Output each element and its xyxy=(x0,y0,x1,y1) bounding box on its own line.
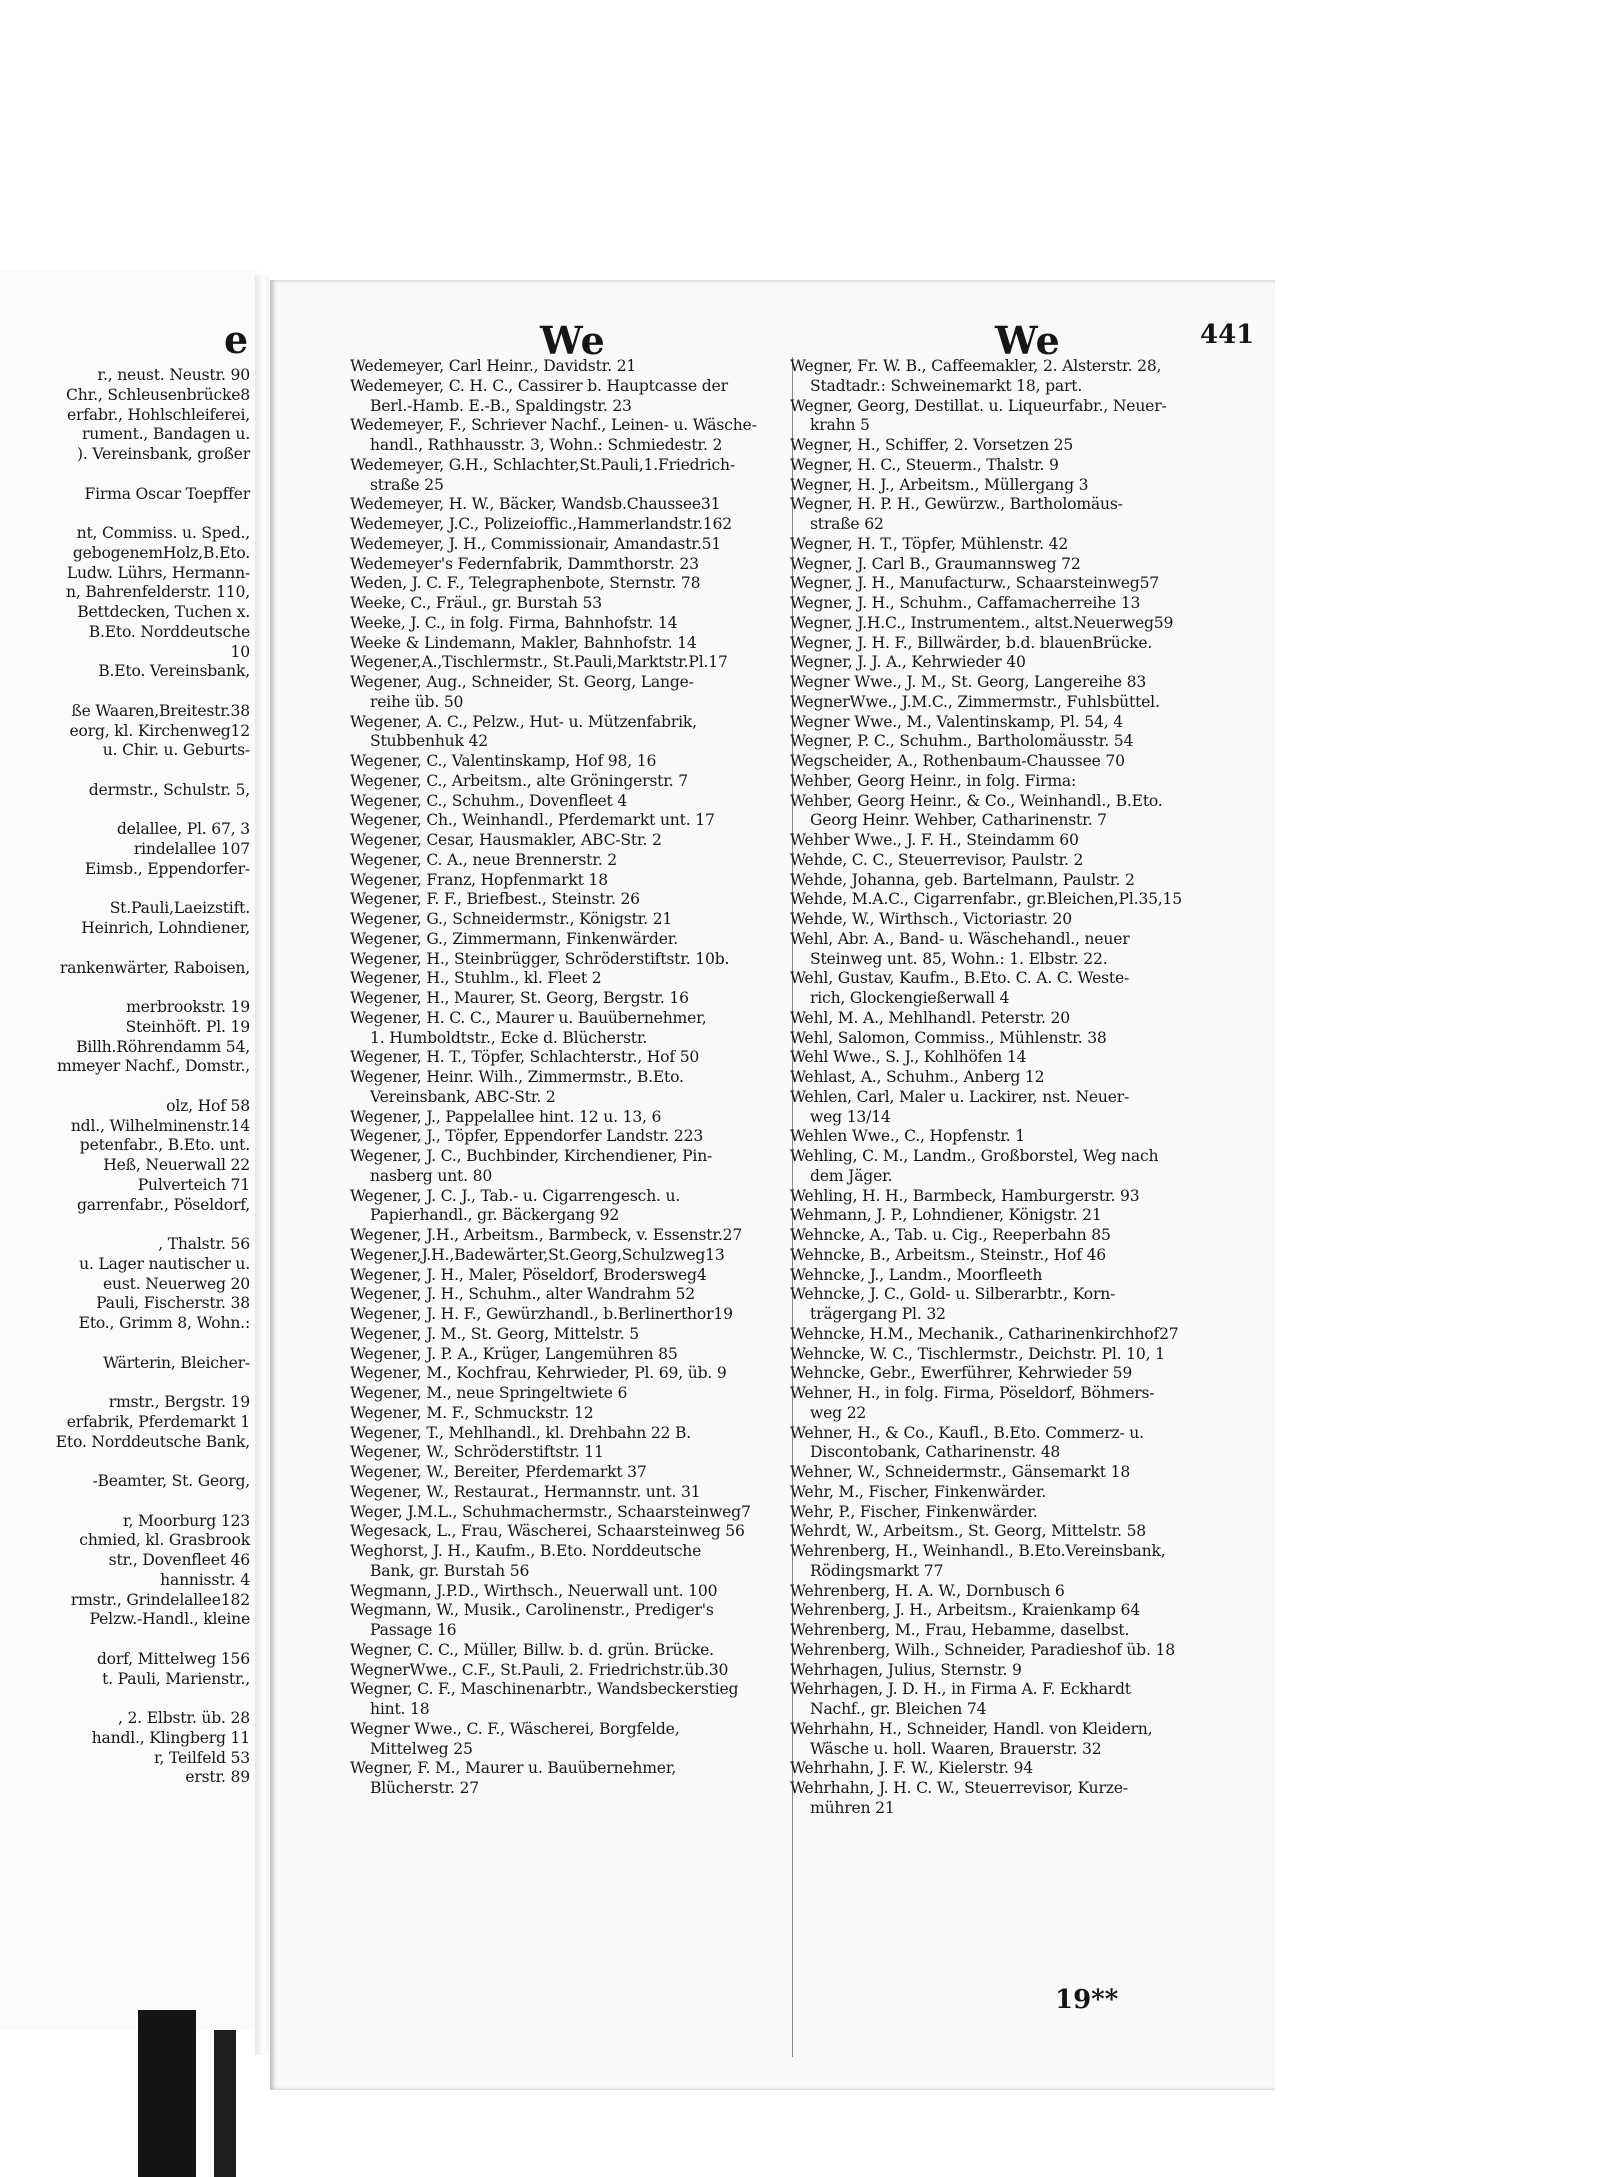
directory-entry: Wedemeyer, F., Schriever Nachf., Leinen- u. Wäsche- xyxy=(350,416,757,435)
directory-entry: Wehl Wwe., S. J., Kohlhöfen 14 xyxy=(790,1048,1027,1067)
directory-entry: Wedemeyer's Federnfabrik, Dammthorstr. 23 xyxy=(350,554,699,573)
directory-entry: Weeke, C., Fräul., gr. Burstah 53 xyxy=(350,594,602,612)
entry-continuation: Stadtadr.: Schweinemarkt 18, part. xyxy=(810,376,1083,395)
directory-entry: Wegner, J. H., Schuhm., Caffamacherreihe 13 xyxy=(790,594,1141,612)
directory-entry: Wehlen, Carl, Maler u. Lackirer, nst. Neuer- xyxy=(790,1087,1130,1106)
directory-entry: Wegner Wwe., C. F., Wäscherei, Borgfelde, xyxy=(350,1719,680,1738)
directory-entry: Wegener, H. T., Töpfer, Schlachterstr., Hof 50 xyxy=(350,1048,700,1067)
entry-continuation: Wäsche u. holl. Waaren, Brauerstr. 32 xyxy=(810,1739,1102,1758)
directory-entry: Wegener, J. H. F., Gewürzhandl., b.Berlinerthor19 xyxy=(350,1305,733,1323)
left-fragment-line: dermstr., Schulstr. 5, xyxy=(88,780,250,799)
left-fragment-line: eust. Neuerweg 20 xyxy=(102,1274,250,1293)
directory-entry: Wegener, C., Valentinskamp, Hof 98, 16 xyxy=(350,752,657,770)
left-fragment-line: r, Moorburg 123 xyxy=(122,1511,250,1530)
directory-entry: Wehling, H. H., Barmbeck, Hamburgerstr. 93 xyxy=(790,1186,1140,1205)
left-fragment-line: ße Waaren,Breitestr.38 xyxy=(71,701,250,720)
left-fragment-line: ndl., Wilhelminenstr.14 xyxy=(70,1116,250,1135)
left-fragment-line: Firma Oscar Toepffer xyxy=(84,484,250,503)
directory-entry: Wehner, H., in folg. Firma, Pöseldorf, Böhmers- xyxy=(790,1384,1155,1402)
left-fragment-line: Bettdecken, Tuchen x. xyxy=(77,603,250,621)
directory-entry: Wehr, M., Fischer, Finkenwärder. xyxy=(790,1482,1047,1501)
left-fragment-line: rument., Bandagen u. xyxy=(82,425,250,444)
directory-entry: Wehl, Salomon, Commiss., Mühlenstr. 38 xyxy=(790,1028,1107,1047)
left-fragment-line: u. Lager nautischer u. xyxy=(79,1254,250,1273)
directory-entry: Weghorst, J. H., Kaufm., B.Eto. Norddeutsche xyxy=(350,1542,702,1560)
entry-continuation: Mittelweg 25 xyxy=(370,1739,473,1758)
left-fragment-line xyxy=(0,1373,254,1393)
binding-edge xyxy=(138,2010,196,2177)
left-fragment-line: Pauli, Fischerstr. 38 xyxy=(96,1294,250,1313)
directory-entry: Wehrenberg, H. A. W., Dornbusch 6 xyxy=(790,1581,1065,1600)
directory-entry: Wehl, M. A., Mehlhandl. Peterstr. 20 xyxy=(790,1008,1070,1027)
directory-entry: Wegener, J. C. J., Tab.- u. Cigarrengesch. u. xyxy=(350,1186,681,1205)
left-fragment-line: r., neust. Neustr. 90 xyxy=(97,366,250,384)
left-fragment-line: Eto., Grimm 8, Wohn.: xyxy=(78,1314,250,1332)
entry-continuation: Nachf., gr. Bleichen 74 xyxy=(810,1700,987,1718)
directory-entry: Wehlen Wwe., C., Hopfenstr. 1 xyxy=(790,1127,1026,1146)
directory-entry: Wedemeyer, C. H. C., Cassirer b. Hauptcasse der xyxy=(350,376,728,395)
binding-edge-secondary xyxy=(214,2030,236,2177)
directory-entry: Weeke & Lindemann, Makler, Bahnhofstr. 14 xyxy=(350,633,697,652)
directory-entry: Wehling, C. M., Landm., Großborstel, Weg nach xyxy=(790,1147,1159,1165)
directory-entry: Wegener, T., Mehlhandl., kl. Drehbahn 22 B. xyxy=(350,1423,692,1442)
entry-continuation: Passage 16 xyxy=(370,1621,457,1639)
left-fragment-line: handl., Klingberg 11 xyxy=(91,1728,250,1747)
left-fragment-line: petenfabr., B.Eto. unt. xyxy=(79,1136,250,1155)
directory-entry: Wehr, P., Fischer, Finkenwärder. xyxy=(790,1502,1038,1521)
left-fragment-line xyxy=(0,1492,254,1512)
directory-entry: Wegner, Fr. W. B., Caffeemakler, 2. Alsterstr. 28, xyxy=(790,357,1162,375)
entry-continuation: straße 62 xyxy=(810,515,884,533)
directory-entry: Wegner, J.H.C., Instrumentem., altst.Neuerweg59 xyxy=(790,613,1174,632)
left-fragment-line xyxy=(0,880,254,900)
directory-entry: Wegner, H. P. H., Gewürzw., Bartholomäus- xyxy=(790,495,1123,514)
directory-entry: Wehner, H., & Co., Kaufl., B.Eto. Commerz- u. xyxy=(790,1423,1144,1442)
entry-continuation: Steinweg unt. 85, Wohn.: 1. Elbstr. 22. xyxy=(810,949,1108,968)
directory-entry: Wegener, M., Kochfrau, Kehrwieder, Pl. 69, üb. 9 xyxy=(350,1364,727,1383)
left-fragment-line: str., Dovenfleet 46 xyxy=(108,1551,250,1569)
directory-entry: Wehncke, W. C., Tischlermstr., Deichstr. Pl. 10, 1 xyxy=(790,1344,1165,1363)
directory-entry: Wegener, Heinr. Wilh., Zimmermstr., B.Eto. xyxy=(350,1068,684,1086)
entry-continuation: Bank, gr. Burstah 56 xyxy=(370,1561,530,1580)
directory-entry: Wegener, A. C., Pelzw., Hut- u. Mützenfabrik, xyxy=(350,712,697,731)
left-fragment-line: Pulverteich 71 xyxy=(137,1175,250,1194)
directory-entry: Wegesack, L., Frau, Wäscherei, Schaarsteinweg 56 xyxy=(350,1522,745,1541)
directory-entry: Wehncke, B., Arbeitsm., Steinstr., Hof 46 xyxy=(790,1245,1107,1264)
directory-entry: WegnerWwe., J.M.C., Zimmermstr., Fuhlsbüttel. xyxy=(790,692,1160,711)
directory-entry: Wegner, J. J. A., Kehrwieder 40 xyxy=(790,653,1026,672)
entry-continuation: dem Jäger. xyxy=(810,1166,893,1185)
entry-continuation: Vereinsbank, ABC-Str. 2 xyxy=(370,1087,556,1106)
directory-entry: Wehrenberg, H., Weinhandl., B.Eto.Vereinsbank, xyxy=(790,1542,1166,1560)
directory-entry: Wehncke, J., Landm., Moorfleeth xyxy=(790,1265,1043,1284)
directory-entry: Wedemeyer, H. W., Bäcker, Wandsb.Chaussee31 xyxy=(350,495,721,514)
directory-entry: Wedemeyer, Carl Heinr., Davidstr. 21 xyxy=(350,357,637,375)
directory-entry: Wehber, Georg Heinr., & Co., Weinhandl., B.Eto. xyxy=(790,791,1163,810)
left-fragment-line: -Beamter, St. Georg, xyxy=(92,1472,250,1490)
left-fragment-line xyxy=(0,1334,254,1354)
left-fragment-line xyxy=(0,504,254,524)
directory-entry: Wegener, C. A., neue Brennerstr. 2 xyxy=(350,850,617,869)
left-fragment-line: Heß, Neuerwall 22 xyxy=(103,1156,250,1174)
directory-entry: Wedemeyer, G.H., Schlachter,St.Pauli,1.Friedrich- xyxy=(350,455,735,474)
directory-entry: Wehncke, J. C., Gold- u. Silberarbtr., Korn- xyxy=(790,1285,1116,1304)
left-fragment-line: chmied, kl. Grasbrook xyxy=(79,1531,250,1550)
left-fragment-line: rindelallee 107 xyxy=(133,840,250,858)
left-fragment-line: nt, Commiss. u. Sped., xyxy=(76,524,250,542)
directory-entry: Wehde, Johanna, geb. Bartelmann, Paulstr. 2 xyxy=(790,870,1135,889)
directory-entry: Wegener, J., Töpfer, Eppendorfer Landstr. 223 xyxy=(350,1127,704,1146)
directory-entry: Weden, J. C. F., Telegraphenbote, Sternstr. 78 xyxy=(350,574,701,593)
directory-entry: Wehrhahn, J. H. C. W., Steuerrevisor, Kurze- xyxy=(790,1779,1128,1797)
directory-entry: Wegener, J. H., Schuhm., alter Wandrahm 52 xyxy=(350,1285,695,1304)
entry-continuation: trägergang Pl. 32 xyxy=(810,1305,946,1323)
entry-continuation: Papierhandl., gr. Bäckergang 92 xyxy=(370,1206,620,1225)
directory-entry: Wegner, F. M., Maurer u. Bauübernehmer, xyxy=(350,1759,677,1778)
left-fragment-line: rmstr., Grindelallee182 xyxy=(70,1590,250,1609)
left-fragment-line: Chr., Schleusenbrücke8 xyxy=(66,385,250,404)
left-fragment-line: olz, Hof 58 xyxy=(166,1096,250,1115)
entry-continuation: straße 25 xyxy=(370,475,444,494)
entry-continuation: rich, Glockengießerwall 4 xyxy=(810,989,1010,1007)
page-header-left: We xyxy=(540,318,606,363)
directory-entry: Wegener, W., Restaurat., Hermannstr. unt. 31 xyxy=(350,1482,701,1501)
left-fragment-line: Pelzw.-Handl., kleine xyxy=(89,1610,250,1629)
left-fragment-line xyxy=(0,761,254,781)
directory-entry: Wegener, F. F., Briefbest., Steinstr. 26 xyxy=(350,890,640,909)
directory-entry: Wehrhagen, J. D. H., in Firma A. F. Eckhardt xyxy=(790,1680,1131,1699)
left-fragment-line: gebogenemHolz,B.Eto. xyxy=(72,543,250,562)
entry-continuation: Stubbenhuk 42 xyxy=(370,732,488,751)
left-fragment-line: Eto. Norddeutsche Bank, xyxy=(55,1432,250,1451)
left-fragment-line: Eimsb., Eppendorfer- xyxy=(84,859,250,878)
directory-entry: Weger, J.M.L., Schuhmachermstr., Schaarsteinweg7 xyxy=(350,1502,751,1521)
left-fragment-line: 10 xyxy=(230,642,250,661)
directory-entry: Wegner, H. T., Töpfer, Mühlenstr. 42 xyxy=(790,534,1069,553)
left-fragment-line: dorf, Mittelweg 156 xyxy=(96,1649,250,1668)
directory-entry: Wegner Wwe., J. M., St. Georg, Langereihe 83 xyxy=(790,673,1147,691)
entry-continuation: reihe üb. 50 xyxy=(370,692,464,711)
left-fragment-line: , 2. Elbstr. üb. 28 xyxy=(117,1709,250,1727)
directory-entry: Wegmann, W., Musik., Carolinenstr., Prediger's xyxy=(350,1601,714,1620)
page-number: 441 xyxy=(1200,320,1255,350)
directory-entry: Wehrenberg, M., Frau, Hebamme, daselbst. xyxy=(790,1621,1130,1639)
directory-entry: Wehrdt, W., Arbeitsm., St. Georg, Mittelstr. 58 xyxy=(790,1522,1147,1541)
directory-entry: WegnerWwe., C.F., St.Pauli, 2. Friedrichstr.üb.30 xyxy=(350,1660,729,1679)
entry-continuation: weg 13/14 xyxy=(810,1107,891,1126)
directory-entry: Wegener, Cesar, Hausmakler, ABC-Str. 2 xyxy=(350,831,662,849)
directory-entry: Wegner, Georg, Destillat. u. Liqueurfabr., Neuer- xyxy=(790,396,1167,415)
left-fragment-line: Wärterin, Bleicher- xyxy=(103,1353,250,1372)
directory-entry: Wegmann, J.P.D., Wirthsch., Neuerwall unt. 100 xyxy=(350,1581,718,1600)
directory-entry: Wegener, C., Schuhm., Dovenfleet 4 xyxy=(350,791,628,810)
directory-entry: Wehber, Georg Heinr., in folg. Firma: xyxy=(790,771,1077,790)
directory-entry: Wegner, P. C., Schuhm., Bartholomäusstr. 54 xyxy=(790,732,1134,751)
directory-entry: Wehl, Abr. A., Band- u. Wäschehandl., neuer xyxy=(790,929,1130,948)
page-header-right: We xyxy=(995,318,1061,363)
left-page-text xyxy=(0,270,254,1788)
directory-entry: Wegener, W., Schröderstiftstr. 11 xyxy=(350,1443,604,1462)
directory-entry: Wegner, J. Carl B., Graumannsweg 72 xyxy=(790,554,1081,573)
directory-entry: Wegener, J. H., Maler, Pöseldorf, Brodersweg4 xyxy=(350,1265,707,1284)
directory-entry: Wehncke, A., Tab. u. Cig., Reeperbahn 85 xyxy=(790,1226,1111,1244)
left-fragment-line: delallee, Pl. 67, 3 xyxy=(116,820,250,839)
directory-column-left xyxy=(350,357,790,1799)
directory-entry: Wegner, C. F., Maschinenarbtr., Wandsbeckerstieg xyxy=(350,1680,739,1699)
entry-continuation: Georg Heinr. Wehber, Catharinenstr. 7 xyxy=(810,811,1107,830)
left-fragment-line: St.Pauli,Laeizstift. xyxy=(109,899,250,918)
directory-entry: Wehmann, J. P., Lohndiener, Königstr. 21 xyxy=(790,1206,1102,1225)
directory-entry: Wegener, G., Zimmermann, Finkenwärder. xyxy=(350,929,679,948)
directory-entry: Wegener,A.,Tischlermstr., St.Pauli,Marktstr.Pl.17 xyxy=(350,653,728,672)
directory-entry: Wegener, J., Pappelallee hint. 12 u. 13, 6 xyxy=(350,1107,662,1126)
directory-entry: Wegener, C., Arbeitsm., alte Gröningerstr. 7 xyxy=(350,771,689,790)
directory-entry: Wehrhahn, J. F. W., Kielerstr. 94 xyxy=(790,1759,1033,1778)
left-fragment-line xyxy=(0,1689,254,1709)
entry-continuation: Blücherstr. 27 xyxy=(370,1779,479,1797)
book-gutter xyxy=(255,275,269,2055)
directory-entry: Wegner Wwe., M., Valentinskamp, Pl. 54, 4 xyxy=(790,712,1123,731)
left-fragment-line xyxy=(0,1077,254,1097)
directory-entry: Wegner, C. C., Müller, Billw. b. d. grün. Brücke. xyxy=(350,1640,714,1659)
left-fragment-line xyxy=(0,978,254,998)
signature-mark: 19** xyxy=(1055,1985,1119,2015)
directory-entry: Wehrenberg, Wilh., Schneider, Paradieshof üb. 18 xyxy=(790,1640,1175,1659)
directory-entry: Wehner, W., Schneidermstr., Gänsemarkt 18 xyxy=(790,1463,1131,1481)
left-fragment-line: B.Eto. Vereinsbank, xyxy=(98,662,250,681)
left-fragment-line: eorg, kl. Kirchenweg12 xyxy=(69,721,250,740)
directory-entry: Wegener, Ch., Weinhandl., Pferdemarkt unt. 17 xyxy=(350,811,715,830)
left-fragment-line xyxy=(0,1452,254,1472)
directory-entry: Wegener, J.H., Arbeitsm., Barmbeck, v. Essenstr.27 xyxy=(350,1226,743,1244)
directory-entry: Wehde, W., Wirthsch., Victoriastr. 20 xyxy=(790,910,1072,928)
directory-entry: Wegener,J.H.,Badewärter,St.Georg,Schulzweg13 xyxy=(350,1245,725,1264)
directory-entry: Wehde, M.A.C., Cigarrenfabr., gr.Bleichen,Pl.35,15 xyxy=(790,890,1183,909)
entry-continuation: handl., Rathhausstr. 3, Wohn.: Schmiedestr. 2 xyxy=(370,436,723,454)
left-page-fragment xyxy=(0,270,260,2030)
directory-entry: Wegener, H., Steinbrügger, Schröderstiftstr. 10b. xyxy=(350,949,730,968)
left-page-header: e xyxy=(224,317,248,362)
directory-entry: Wegener, J. C., Buchbinder, Kirchendiener, Pin- xyxy=(350,1147,713,1165)
directory-column-right xyxy=(790,357,1240,1819)
directory-entry: Wegener, G., Schneidermstr., Königstr. 21 xyxy=(350,910,673,928)
left-fragment-line: erstr. 89 xyxy=(185,1768,250,1787)
left-fragment-line: , Thalstr. 56 xyxy=(158,1235,250,1253)
left-fragment-line xyxy=(0,1630,254,1650)
directory-entry: Weeke, J. C., in folg. Firma, Bahnhofstr. 14 xyxy=(350,613,678,632)
directory-entry: Wehncke, Gebr., Ewerführer, Kehrwieder 59 xyxy=(790,1364,1133,1383)
directory-entry: Wegner, H., Schiffer, 2. Vorsetzen 25 xyxy=(790,436,1074,454)
directory-entry: Wegner, H. C., Steuerm., Thalstr. 9 xyxy=(790,455,1059,474)
directory-entry: Wegener, M. F., Schmuckstr. 12 xyxy=(350,1403,594,1422)
left-fragment-line: rankenwärter, Raboisen, xyxy=(59,958,250,977)
directory-entry: Wehde, C. C., Steuerrevisor, Paulstr. 2 xyxy=(790,850,1084,869)
left-fragment-line: merbrookstr. 19 xyxy=(126,998,250,1016)
left-fragment-line: r, Teilfeld 53 xyxy=(153,1748,250,1767)
left-fragment-line: hannisstr. 4 xyxy=(160,1570,250,1589)
entry-continuation: krahn 5 xyxy=(810,416,870,435)
left-fragment-line xyxy=(0,682,254,702)
directory-entry: Wegscheider, A., Rothenbaum-Chaussee 70 xyxy=(790,752,1125,770)
entry-continuation: nasberg unt. 80 xyxy=(370,1166,493,1185)
directory-entry: Wehrenberg, J. H., Arbeitsm., Kraienkamp 64 xyxy=(790,1601,1140,1620)
entry-continuation: mühren 21 xyxy=(810,1798,895,1817)
left-fragment-line: erfabrik, Pferdemarkt 1 xyxy=(66,1412,250,1431)
directory-entry: Wehlast, A., Schuhm., Anberg 12 xyxy=(790,1068,1045,1086)
left-fragment-line: Ludw. Lührs, Hermann- xyxy=(66,563,250,582)
directory-entry: Wegener, H., Stuhlm., kl. Fleet 2 xyxy=(350,969,602,988)
directory-entry: Wegener, H. C. C., Maurer u. Bauübernehmer, xyxy=(350,1008,707,1027)
left-fragment-line: t. Pauli, Marienstr., xyxy=(102,1669,250,1688)
left-fragment-line: erfabr., Hohlschleiferei, xyxy=(67,405,250,424)
left-fragment-line: mmeyer Nachf., Domstr., xyxy=(56,1057,250,1076)
directory-entry: Wedemeyer, J.C., Polizeioffic.,Hammerlandstr.162 xyxy=(350,515,732,533)
directory-entry: Wegner, J. H., Manufacturw., Schaarsteinweg57 xyxy=(790,574,1160,593)
directory-entry: Wehncke, H.M., Mechanik., Catharinenkirchhof27 xyxy=(790,1324,1179,1343)
directory-entry: Wehber Wwe., J. F. H., Steindamm 60 xyxy=(790,831,1079,849)
directory-entry: Wegner, H. J., Arbeitsm., Müllergang 3 xyxy=(790,475,1089,494)
left-fragment-line: Steinhöft. Pl. 19 xyxy=(125,1017,250,1036)
left-fragment-line: u. Chir. u. Geburts- xyxy=(102,741,250,760)
directory-entry: Wegener, J. M., St. Georg, Mittelstr. 5 xyxy=(350,1324,639,1343)
left-fragment-line: Heinrich, Lohndiener, xyxy=(81,919,250,937)
directory-entry: Wedemeyer, J. H., Commissionair, Amandastr.51 xyxy=(350,534,722,553)
directory-entry: Wegener, M., neue Springeltwiete 6 xyxy=(350,1384,628,1402)
left-fragment-line: Billh.Röhrendamm 54, xyxy=(76,1037,250,1056)
directory-entry: Wegener, Franz, Hopfenmarkt 18 xyxy=(350,870,608,889)
left-fragment-line: B.Eto. Norddeutsche xyxy=(88,622,250,641)
entry-continuation: Discontobank, Catharinenstr. 48 xyxy=(810,1443,1061,1462)
left-fragment-line: ). Vereinsbank, großer xyxy=(77,445,250,463)
entry-continuation: Rödingsmarkt 77 xyxy=(810,1561,944,1580)
entry-continuation: hint. 18 xyxy=(370,1700,430,1718)
left-fragment-line: n, Bahrenfelderstr. 110, xyxy=(66,583,250,602)
entry-continuation: 1. Humboldtstr., Ecke d. Blücherstr. xyxy=(370,1028,648,1047)
left-fragment-line xyxy=(0,801,254,821)
left-fragment-line xyxy=(0,939,254,959)
left-fragment-line xyxy=(0,465,254,485)
left-fragment-line: garrenfabr., Pöseldorf, xyxy=(77,1195,250,1214)
entry-continuation: weg 22 xyxy=(810,1403,867,1422)
directory-entry: Wehrhagen, Julius, Sternstr. 9 xyxy=(790,1660,1022,1679)
entry-continuation: Berl.-Hamb. E.-B., Spaldingstr. 23 xyxy=(370,396,632,415)
directory-entry: Wehl, Gustav, Kaufm., B.Eto. C. A. C. Weste- xyxy=(790,969,1130,988)
directory-entry: Wegener, W., Bereiter, Pferdemarkt 37 xyxy=(350,1463,647,1481)
left-fragment-line: rmstr., Bergstr. 19 xyxy=(108,1393,250,1411)
directory-entry: Wehrhahn, H., Schneider, Handl. von Kleidern, xyxy=(790,1719,1153,1738)
directory-entry: Wegener, J. P. A., Krüger, Langemühren 85 xyxy=(350,1344,678,1363)
directory-entry: Wegener, Aug., Schneider, St. Georg, Lange- xyxy=(350,673,694,691)
directory-entry: Wegner, J. H. F., Billwärder, b.d. blauenBrücke. xyxy=(790,633,1153,652)
directory-entry: Wegener, H., Maurer, St. Georg, Bergstr. 16 xyxy=(350,989,689,1007)
left-fragment-line xyxy=(0,1215,254,1235)
